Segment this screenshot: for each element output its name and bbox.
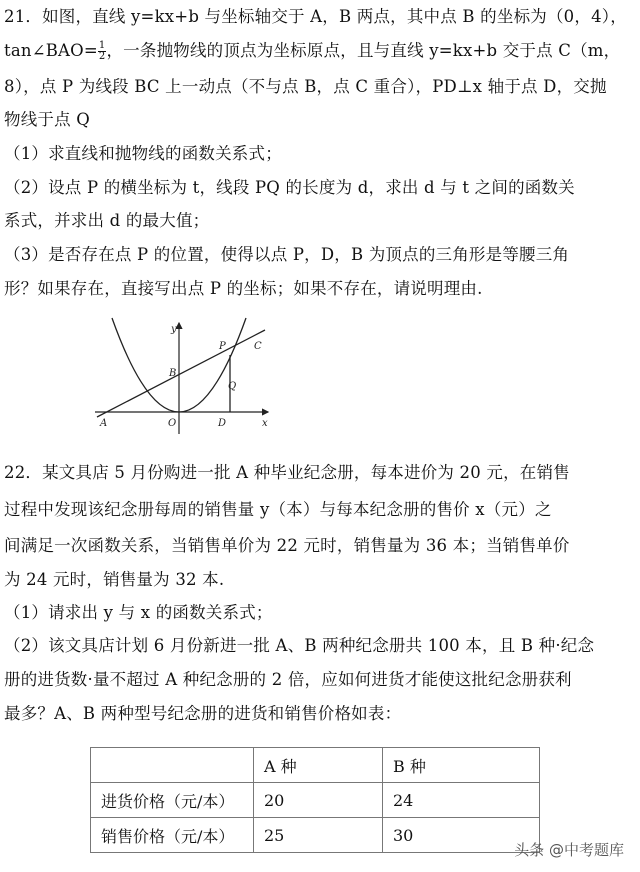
q21-line-2-end: ，一条抛物线的顶点为坐标原点，且与直线 y=kx+b 交于点 C（m， xyxy=(106,41,621,60)
label-x: x xyxy=(262,418,268,429)
fraction-denominator: 2 xyxy=(98,51,106,62)
label-P: P xyxy=(219,341,226,352)
table-row xyxy=(91,818,540,853)
table-row xyxy=(91,783,540,818)
label-D: D xyxy=(218,418,227,429)
q22-line-2: 过程中发现该纪念册每周的销售量 y（本）与每本纪念册的售价 x（元）之 xyxy=(4,500,552,519)
table-cell: B 种 xyxy=(383,748,540,783)
q21-part-1: （1）求直线和抛物线的函数关系式； xyxy=(4,144,282,163)
q22-part-2c: 最多？A、B 两种型号纪念册的进货和销售价格如表： xyxy=(4,704,402,723)
label-O: O xyxy=(168,418,177,429)
q22-line-1: 22．某文具店 5 月份购进一批 A 种毕业纪念册，每本进价为 20 元，在销售 xyxy=(4,463,570,482)
table-cell: A 种 xyxy=(254,748,383,783)
q21-line-3: 8），点 P 为线段 BC 上一动点（不与点 B，点 C 重合），PD⊥x 轴于点 D，交抛 xyxy=(4,77,607,96)
table-cell: 30 xyxy=(383,818,540,853)
table-header-row xyxy=(91,748,540,783)
label-Q: Q xyxy=(228,381,237,392)
q21-line-2-start: tan∠BAO= xyxy=(4,41,98,60)
q21-part-2b: 系式，并求出 d 的最大值； xyxy=(4,211,210,230)
label-A: A xyxy=(100,418,108,429)
watermark: 头条 @中考题库 xyxy=(514,841,624,859)
q22-line-3: 间满足一次函数关系，当销售单价为 22 元时，销售量为 36 本；当销售单价 xyxy=(4,536,570,555)
table-cell: 24 xyxy=(383,783,540,818)
table-cell: 20 xyxy=(254,783,383,818)
label-C: C xyxy=(254,341,262,352)
q22-part-2b: 册的进货数·量不超过 A 种纪念册的 2 倍，应如何进货才能使这批纪念册获利 xyxy=(4,670,572,689)
label-y: y xyxy=(171,324,177,335)
q21-part-3a: （3）是否存在点 P 的位置，使得以点 P，D，B 为顶点的三角形是等腰三角 xyxy=(4,245,570,264)
q21-line-1: 21．如图，直线 y=kx+b 与坐标轴交于 A，B 两点，其中点 B 的坐标为（0，4）， xyxy=(4,7,627,26)
q21-part-2a: （2）设点 P 的横坐标为 t，线段 PQ 的长度为 d，求出 d 与 t 之间的函数关 xyxy=(4,178,575,197)
q22-part-2a: （2）该文具店计划 6 月份新进一批 A、B 两种纪念册共 100 本，且 B 种·纪念 xyxy=(4,636,595,655)
q21-line-4: 物线于点 Q xyxy=(4,110,90,129)
q22-part-1: （1）请求出 y 与 x 的函数关系式； xyxy=(4,603,273,622)
table-cell: 进货价格（元/本） xyxy=(91,783,254,818)
q22-line-4: 为 24 元时，销售量为 32 本. xyxy=(4,570,225,589)
table-cell: 25 xyxy=(254,818,383,853)
fraction-numerator: 1 xyxy=(98,40,106,51)
q21-part-3b: 形？如果存在，直接写出点 P 的坐标；如果不存在，请说明理由. xyxy=(4,279,483,298)
label-B: B xyxy=(169,368,177,379)
table-cell: 销售价格（元/本） xyxy=(91,818,254,853)
table-cell xyxy=(91,748,254,783)
price-table xyxy=(90,747,540,853)
